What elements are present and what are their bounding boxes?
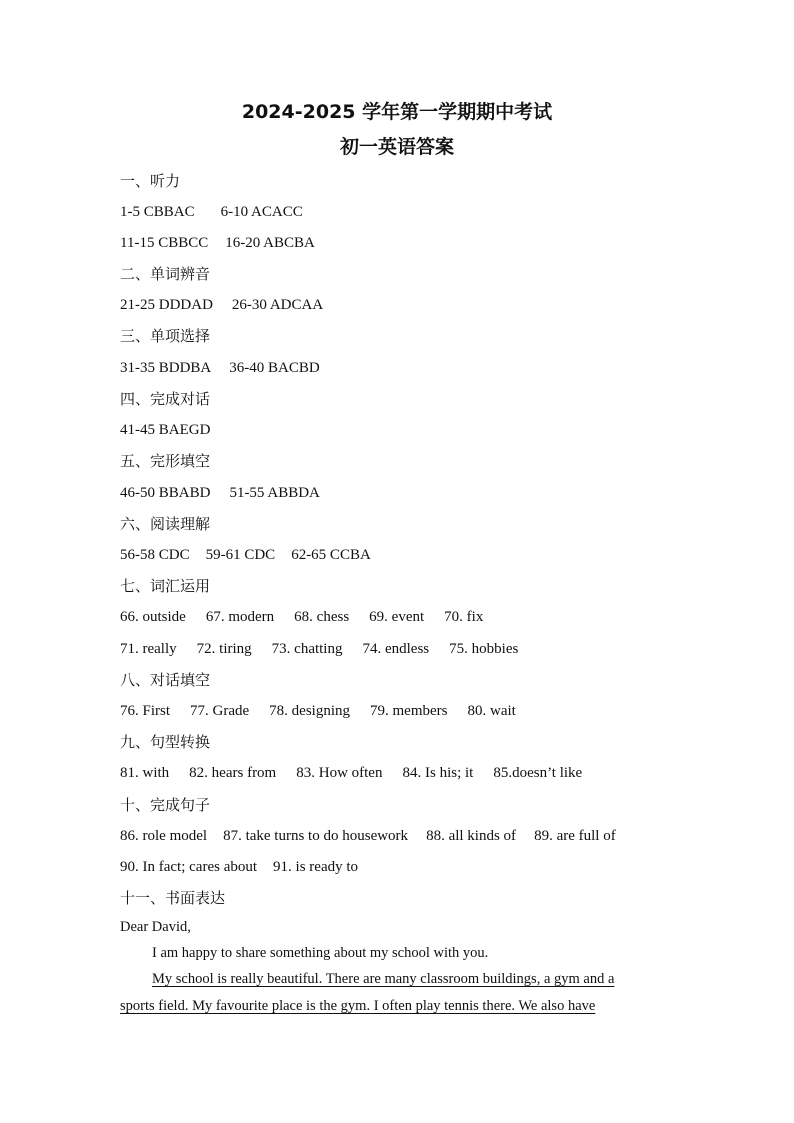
section-heading-multiple-choice: 三、单项选择 xyxy=(120,327,211,345)
answer-item: 85.doesn’t like xyxy=(493,765,583,781)
answer-item: 88. all kinds of xyxy=(426,828,517,844)
answer-item: 70. fix xyxy=(444,609,484,625)
section-heading-sentence-transform: 九、句型转换 xyxy=(120,733,211,751)
answer-group: 6-10 ACACC xyxy=(220,204,303,220)
answer-group: 41-45 BAEGD xyxy=(120,422,211,438)
answer-group: 56-58 CDC xyxy=(120,547,190,563)
answer-item: 84. Is his; it xyxy=(402,765,474,781)
answer-row xyxy=(120,545,371,565)
section-heading-dialogue-fill: 八、对话填空 xyxy=(120,671,211,689)
answer-group: 62-65 CCBA xyxy=(291,547,371,563)
answer-row xyxy=(120,639,518,659)
answer-item: 81. with xyxy=(120,765,170,781)
answer-item: 89. are full of xyxy=(534,828,616,844)
answer-group: 16-20 ABCBA xyxy=(225,235,315,251)
answer-group: 26-30 ADCAA xyxy=(231,297,324,313)
answer-group: 1-5 CBBAC xyxy=(120,204,195,220)
answer-item: 77. Grade xyxy=(190,703,250,719)
answer-group: 46-50 BBABD xyxy=(120,485,211,501)
answer-item: 76. First xyxy=(120,703,171,719)
answer-item: 83. How often xyxy=(296,765,383,781)
answer-row xyxy=(120,295,323,315)
answer-item: 74. endless xyxy=(362,641,430,657)
answer-item: 80. wait xyxy=(467,703,516,719)
answer-row xyxy=(120,202,303,222)
answer-item: 72. tiring xyxy=(196,641,252,657)
exam-title: 2024-2025 学年第一学期期中考试 xyxy=(241,101,553,123)
answer-item: 79. members xyxy=(370,703,448,719)
answer-item: 86. role model xyxy=(120,828,208,844)
answer-group: 31-35 BDDBA xyxy=(120,360,212,376)
answer-row xyxy=(120,420,210,440)
answer-item: 82. hears from xyxy=(189,765,277,781)
section-heading-cloze: 五、完形填空 xyxy=(120,452,211,470)
answer-group: 11-15 CBBCC xyxy=(120,235,209,251)
answer-item: 67. modern xyxy=(205,609,275,625)
answer-item: 75. hobbies xyxy=(449,641,519,657)
answer-item: 87. take turns to do housework xyxy=(223,828,409,844)
answer-item: 73. chatting xyxy=(271,641,343,657)
answer-group: 51-55 ABBDA xyxy=(229,485,320,501)
answer-row xyxy=(120,763,582,783)
answer-item: 69. event xyxy=(369,609,425,625)
answer-row xyxy=(120,607,483,627)
answer-item: 71. really xyxy=(120,641,177,657)
answer-item: 68. chess xyxy=(294,609,350,625)
answer-item: 91. is ready to xyxy=(273,859,359,875)
answer-row xyxy=(120,857,358,877)
answer-group: 59-61 CDC xyxy=(205,547,276,563)
section-heading-complete-sentences: 十、完成句子 xyxy=(120,796,211,814)
section-heading-writing: 十一、书面表达 xyxy=(120,889,226,907)
answer-row xyxy=(120,701,516,721)
section-heading-listening: 一、听力 xyxy=(120,172,181,190)
answer-item: 78. designing xyxy=(269,703,351,719)
answer-row xyxy=(120,233,315,253)
section-heading-dialogue: 四、完成对话 xyxy=(120,390,211,408)
letter-paragraph-body-line: My school is really beautiful. There are many classroom buildings, a gym and a xyxy=(152,971,615,987)
answer-row xyxy=(120,358,320,378)
answer-group: 21-25 DDDAD xyxy=(120,297,213,313)
answer-item: 66. outside xyxy=(120,609,186,625)
letter-paragraph-body-line: sports field. My favourite place is the gym. I often play tennis there. We also have xyxy=(120,998,596,1014)
answer-row xyxy=(120,826,616,846)
section-heading-reading: 六、阅读理解 xyxy=(120,515,211,533)
section-heading-pronunciation: 二、单词辨音 xyxy=(120,265,211,283)
answer-item: 90. In fact; cares about xyxy=(120,859,258,875)
letter-salutation: Dear David, xyxy=(120,919,191,935)
answer-row xyxy=(120,483,320,503)
answer-group: 36-40 BACBD xyxy=(229,360,320,376)
answer-subtitle: 初一英语答案 xyxy=(339,136,454,158)
section-heading-vocabulary: 七、词汇运用 xyxy=(120,577,211,595)
letter-paragraph-intro: I am happy to share something about my school with you. xyxy=(152,945,489,961)
